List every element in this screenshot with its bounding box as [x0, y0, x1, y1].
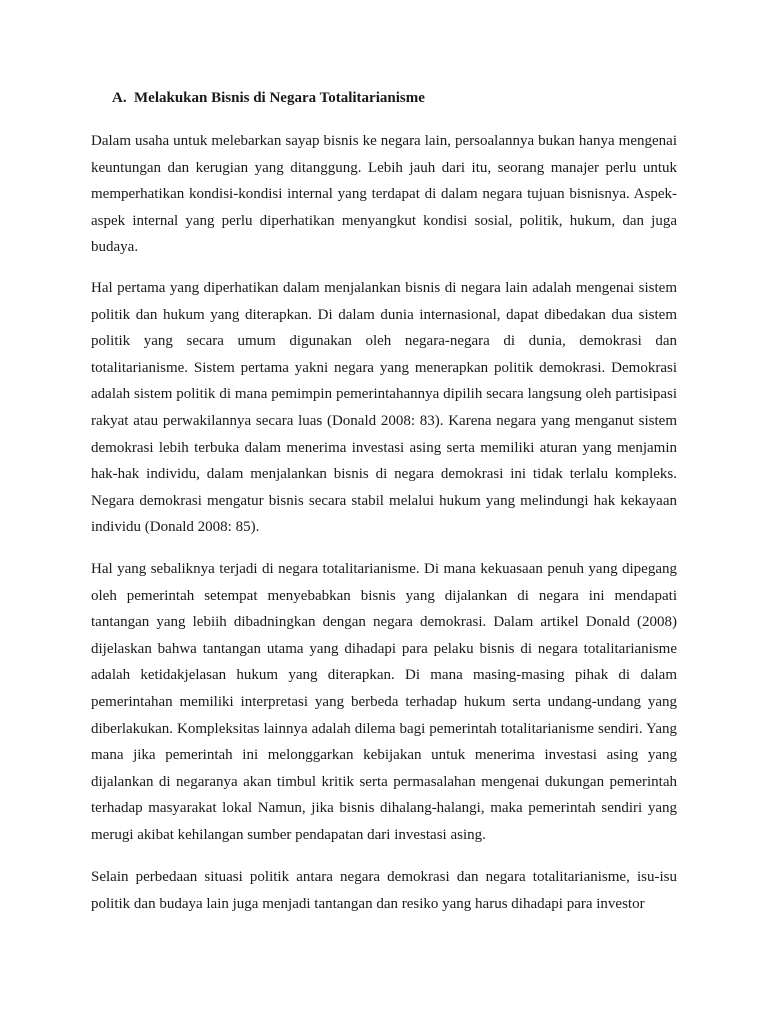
section-title: Melakukan Bisnis di Negara Totalitarianisme [134, 90, 425, 106]
paragraph-1: Dalam usaha untuk melebarkan sayap bisnis ke negara lain, persoalannya bukan hanya mengenai keuntungan dan kerugian yang ditanggung. Lebih jauh dari itu, seorang manajer perlu untuk memperhatikan kondisi-kondisi internal yang terdapat di dalam negara tujuan bisnisnya. Aspek-aspek internal yang perlu diperhatikan menyangkut kondisi sosial, politik, hukum, dan juga budaya. [91, 133, 677, 256]
paragraph-4: Selain perbedaan situasi politik antara negara demokrasi dan negara totalitarianisme, isu-isu politik dan budaya lain juga menjadi tantangan dan resiko yang harus dihadapi para investor [91, 869, 677, 912]
paragraph-2: Hal pertama yang diperhatikan dalam menjalankan bisnis di negara lain adalah mengenai sistem politik dan hukum yang diterapkan. Di dalam dunia internasional, dapat dibedakan dua sistem politik yang secara umum digunakan oleh negara-negara di dunia, demokrasi dan totalitarianisme. Sistem pertama yakni negara yang menerapkan politik demokrasi. Demokrasi adalah sistem politik di mana pemimpin pemerintahannya dipilih secara langsung oleh partisipasi rakyat atau perwakilannya secara luas (Donald 2008: 83). Karena negara yang menganut sistem demokrasi lebih terbuka dalam menerima investasi asing serta memiliki aturan yang menjamin hak-hak individu, dalam menjalankan bisnis di negara demokrasi ini tidak terlalu kompleks. Negara demokrasi mengatur bisnis secara stabil melalui hukum yang melindungi hak kekayaan individu (Donald 2008: 85). [91, 280, 677, 536]
section-number: A. [112, 90, 127, 106]
section-heading [112, 90, 425, 107]
paragraph-3: Hal yang sebaliknya terjadi di negara totalitarianisme. Di mana kekuasaan penuh yang dipegang oleh pemerintah setempat menyebabkan bisnis yang dijalankan di negara ini mendapati tantangan yang lebiih dibadningkan dengan negara demokrasi. Dalam artikel Donald (2008) dijelaskan bahwa tantangan utama yang dihadapi para pelaku bisnis di negara totalitarianisme adalah ketidakjelasan hukum yang diterapkan. Di mana masing-masing pihak di dalam pemerintahan memiliki interpretasi yang berbeda terhadap hukum serta undang-undang yang diberlakukan. Kompleksitas lainnya adalah dilema bagi pemerintah totalitarianisme sendiri. Yang mana jika pemerintah ini melonggarkan kebijakan untuk menerima investasi asing yang dijalankan di negaranya akan timbul kritik serta permasalahan mengenai dukungan pemerintah terhadap masyarakat lokal Namun, jika bisnis dihalang-halangi, maka pemerintah sendiri yang merugi akibat kehilangan sumber pendapatan dari investasi asing. [91, 561, 677, 843]
